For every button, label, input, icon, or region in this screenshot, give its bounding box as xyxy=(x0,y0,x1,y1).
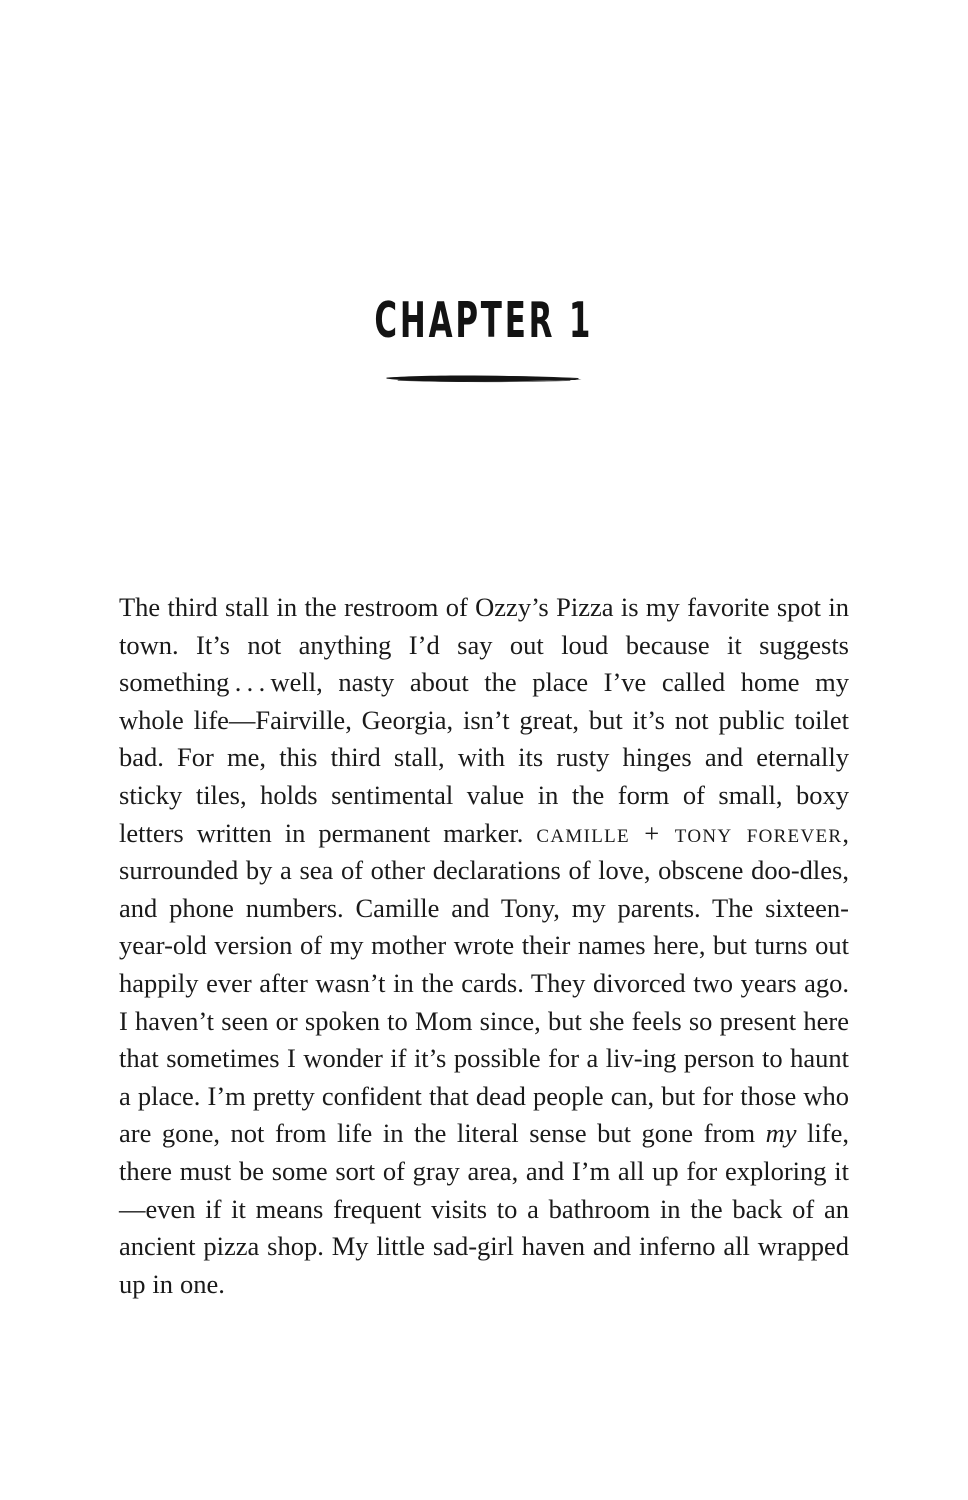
paragraph-opening xyxy=(119,589,849,1303)
paragraph-segment-three: life, there must be some sort of gray area, and I’m all up for exploring it—even if it means frequent visits to a bathroom in the back of an ancient pizza shop. My little sad-girl haven and inferno all wrapped up in one. xyxy=(119,1118,849,1299)
chapter-heading-group xyxy=(0,292,968,389)
hand-drawn-rule-icon xyxy=(384,367,584,389)
emphasis-word-my: my xyxy=(765,1118,797,1149)
body-text-block xyxy=(119,589,849,1303)
chapter-title: CHAPTER 1 xyxy=(374,292,594,350)
paragraph-segment-one: The third stall in the restroom of Ozzy’s Pizza is my favorite spot in town. It’s not anything I’d say out loud because it suggests something . . . well, nasty about the place I’ve called home my whole life—Fairville, Georgia, isn’t great, but it’s not public toilet bad. For me, this third stall, with its rusty hinges and eternally sticky tiles, holds sentimental value in the form of small, boxy letters written in permanent marker. xyxy=(119,592,849,848)
graffiti-inscription: camille + tony forever xyxy=(536,817,843,848)
paragraph-segment-two: , surrounded by a sea of other declarations of love, obscene doo-dles, and phone numbers. Camille and Tony, my parents. The sixteen-year-old version of my mother wrote their names here, but turns out happily ever after wasn’t in the cards. They divorced two years ago. I haven’t seen or spoken to Mom since, but she feels so present here that sometimes I wonder if it’s possible for a liv-ing person to haunt a place. I’m pretty confident that dead people can, but for those who are gone, not from life in the literal sense but gone from xyxy=(119,817,849,1149)
